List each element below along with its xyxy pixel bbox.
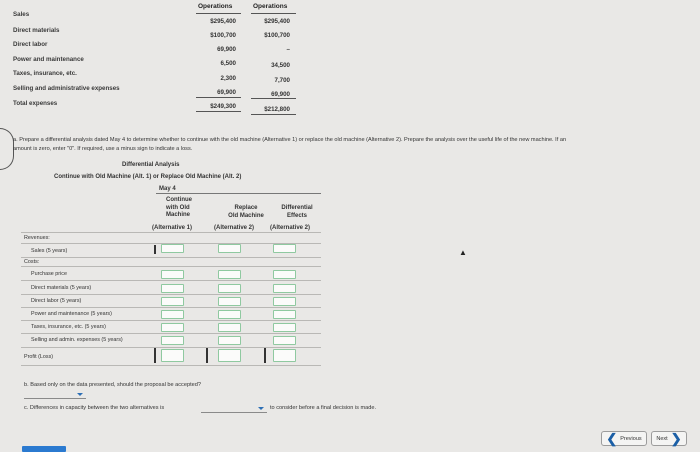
row-label-profit-loss: Profit (Loss)	[24, 354, 54, 360]
input-alt1-sales[interactable]	[161, 244, 184, 253]
col-header-alt1-label: (Alternative 1)	[152, 225, 193, 231]
cell-alt1-selling-admin: 69,900	[217, 89, 236, 96]
cell-alt1-direct-materials: $100,700	[210, 32, 236, 39]
cell-alt1-total-expenses: $249,300	[210, 103, 236, 110]
question-a-line1: a. Prepare a differential analysis dated May 4 to determine whether to continue with the old machine (Alternative 1) or replace the old machine (Alternative 2). Prepare the analysis over the useful life of the new machine. If an	[13, 137, 567, 143]
input-alt2-selling-admin[interactable]	[218, 336, 241, 345]
row-label-direct-labor-5yr: Direct labor (5 years)	[31, 298, 82, 304]
input-alt1-selling-admin[interactable]	[161, 336, 184, 345]
chevron-left-icon: ❮	[606, 431, 618, 446]
cell-alt1-taxes-insurance: 2,300	[220, 75, 236, 82]
previous-button[interactable]: ❮ Previous	[601, 431, 647, 446]
row-label-revenues: Revenues:	[24, 235, 50, 241]
row-label-sales-5yr: Sales (5 years)	[31, 248, 68, 254]
next-button[interactable]: Next ❯	[651, 431, 687, 446]
input-alt1-taxes[interactable]	[161, 323, 184, 332]
input-alt2-direct-labor[interactable]	[218, 297, 241, 306]
dollar-marker-alt1	[154, 245, 156, 254]
col-header-alt2: Replace Old Machine	[228, 205, 264, 219]
col-header-alt2-label: (Alternative 2)	[214, 225, 255, 231]
analysis-subtitle: Continue with Old Machine (Alt. 1) or Replace Old Machine (Alt. 2)	[54, 174, 242, 180]
row-label-taxes-5yr: Taxes, insurance, etc. (5 years)	[31, 324, 106, 330]
input-alt1-power-maintenance[interactable]	[161, 310, 184, 319]
input-alt2-direct-materials[interactable]	[218, 284, 241, 293]
question-a-line2: amount is zero, enter "0". If required, use a minus sign to indicate a loss.	[13, 146, 193, 152]
cell-alt1-power-maintenance: 6,500	[220, 60, 236, 67]
row-label-power-maintenance-5yr: Power and maintenance (5 years)	[31, 311, 112, 317]
question-indicator-arc	[0, 128, 14, 170]
dollar-marker-diff-profit	[264, 348, 266, 363]
input-alt2-power-maintenance[interactable]	[218, 310, 241, 319]
row-label-taxes-insurance: Taxes, insurance, etc.	[13, 70, 77, 77]
row-label-selling-admin: Selling and administrative expenses	[13, 85, 120, 92]
cell-alt2-taxes-insurance: 7,700	[274, 77, 290, 84]
input-diff-selling-admin[interactable]	[273, 336, 296, 345]
analysis-date: May 4	[159, 186, 176, 192]
cursor-icon: ▲	[459, 248, 467, 257]
input-diff-profit[interactable]	[273, 349, 296, 362]
col-header-operations-1: Operations	[198, 3, 233, 10]
input-diff-direct-materials[interactable]	[273, 284, 296, 293]
cell-alt2-total-expenses: $212,800	[264, 106, 290, 113]
question-c-suffix: to consider before a final decision is made.	[270, 405, 377, 411]
chevron-right-icon: ❯	[670, 431, 682, 446]
cell-alt2-sales: $295,400	[264, 18, 290, 25]
input-diff-taxes[interactable]	[273, 323, 296, 332]
input-diff-direct-labor[interactable]	[273, 297, 296, 306]
row-label-direct-materials-5yr: Direct materials (5 years)	[31, 285, 92, 291]
input-diff-power-maintenance[interactable]	[273, 310, 296, 319]
row-label-direct-materials: Direct materials	[13, 27, 60, 34]
progress-strip	[22, 446, 66, 452]
col-header-alt1: Continue with Old Machine	[166, 197, 192, 218]
dropdown-arrow-icon	[258, 407, 264, 410]
input-alt1-profit[interactable]	[161, 349, 184, 362]
cell-alt2-power-maintenance: 34,500	[271, 62, 290, 69]
row-label-costs: Costs:	[24, 259, 40, 265]
row-label-selling-admin-5yr: Selling and admin. expenses (5 years)	[31, 337, 123, 343]
col-header-operations-2: Operations	[253, 3, 288, 10]
dropdown-question-b[interactable]	[24, 391, 86, 399]
dropdown-arrow-icon	[77, 393, 83, 396]
dropdown-question-c[interactable]	[201, 404, 267, 413]
col-header-differential-label: (Alternative 2)	[270, 225, 311, 231]
question-c-prefix: c. Differences in capacity between the two alternatives is	[24, 405, 165, 411]
row-label-total-expenses: Total expenses	[13, 100, 58, 107]
cell-alt2-selling-admin: 69,900	[271, 91, 290, 98]
input-alt1-direct-labor[interactable]	[161, 297, 184, 306]
row-label-sales: Sales	[13, 11, 30, 18]
input-alt2-purchase-price[interactable]	[218, 270, 241, 279]
cell-alt2-direct-materials: $100,700	[264, 32, 290, 39]
cell-alt1-direct-labor: 69,900	[217, 46, 236, 53]
input-diff-sales[interactable]	[273, 244, 296, 253]
dollar-marker-alt2-profit	[206, 348, 208, 363]
row-label-direct-labor: Direct labor	[13, 41, 48, 48]
input-alt2-sales[interactable]	[218, 244, 241, 253]
input-diff-purchase-price[interactable]	[273, 270, 296, 279]
cell-alt2-direct-labor: –	[286, 46, 290, 53]
question-b: b. Based only on the data presented, should the proposal be accepted?	[24, 382, 201, 388]
row-label-power-maintenance: Power and maintenance	[13, 56, 84, 63]
dollar-marker-alt1-profit	[154, 348, 156, 363]
input-alt2-taxes[interactable]	[218, 323, 241, 332]
row-label-purchase-price: Purchase price	[31, 271, 67, 277]
input-alt1-direct-materials[interactable]	[161, 284, 184, 293]
input-alt1-purchase-price[interactable]	[161, 270, 184, 279]
analysis-title: Differential Analysis	[122, 162, 180, 168]
input-alt2-profit[interactable]	[218, 349, 241, 362]
cell-alt1-sales: $295,400	[210, 18, 236, 25]
col-header-differential: Differential Effects	[281, 205, 313, 219]
